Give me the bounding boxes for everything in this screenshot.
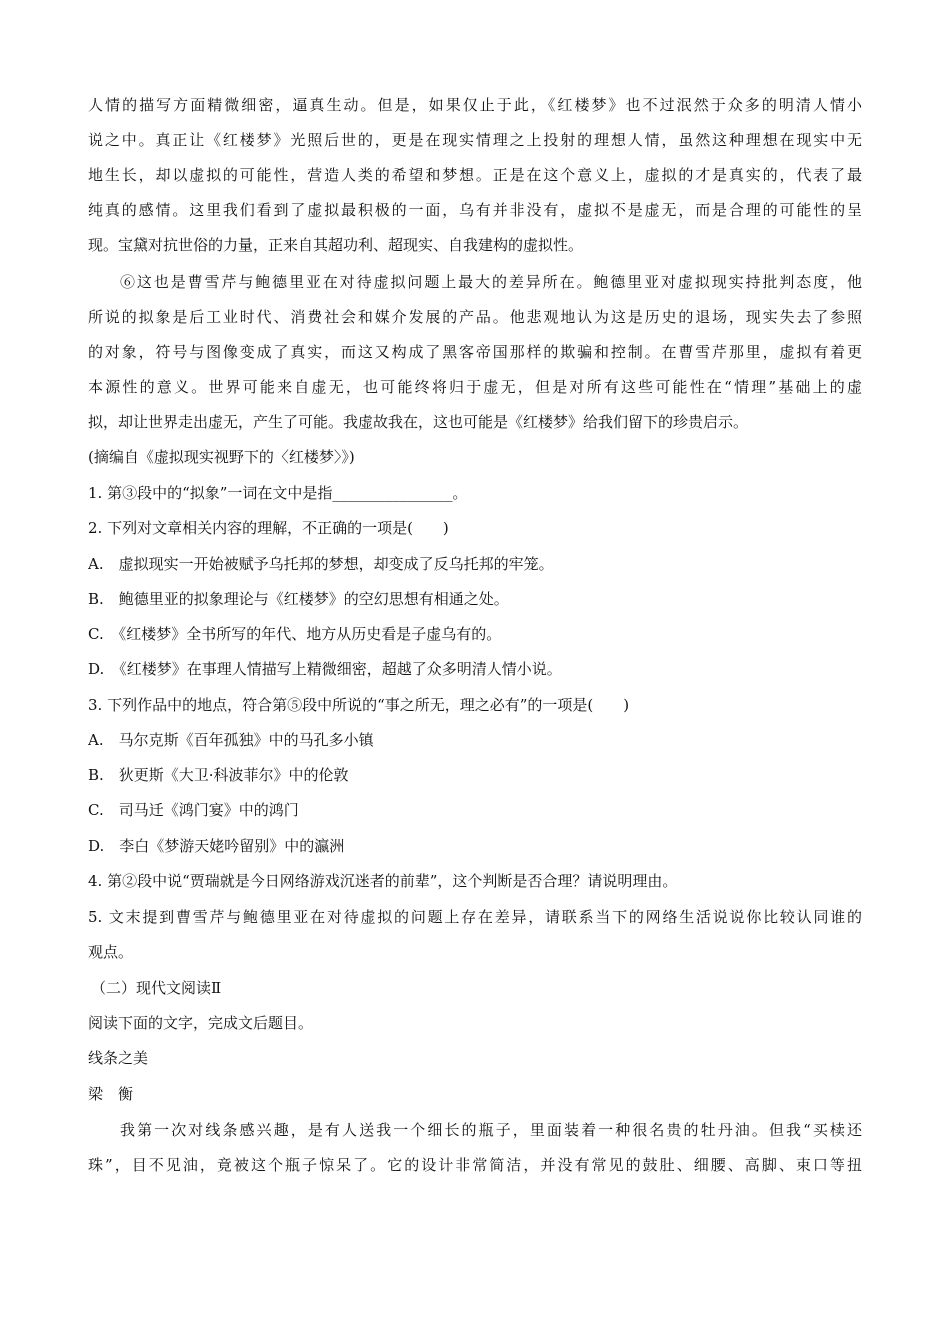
text-line: 所说的拟象是后工业时代、消费社会和媒介发展的产品。他悲观地认为这是历史的退场，现实失去了参照: [88, 308, 862, 326]
question-stem: 2. 下列对文章相关内容的理解，不正确的一项是( ): [88, 519, 449, 537]
text-line: 5. 文末提到曹雪芹与鲍德里亚在对待虚拟的问题上存在差异，请联系当下的网络生活说说你比较认同谁的: [88, 908, 862, 926]
source-note: (摘编自《虚拟现实视野下的〈红楼梦〉》): [88, 448, 355, 466]
option-b: B. 狄更斯《大卫·科波菲尔》中的伦敦: [88, 766, 349, 784]
text-line: 人情的描写方面精微细密，逼真生动。但是，如果仅止于此，《红楼梦》也不过泯然于众多的明清人情小: [88, 96, 862, 114]
question-stem: 3. 下列作品中的地点，符合第⑤段中所说的“事之所无，理之必有”的一项是( ): [88, 696, 630, 714]
option-d: D. 李白《梦游天姥吟留别》中的瀛洲: [88, 837, 345, 855]
text-line: 本源性的意义。世界可能来自虚无，也可能终将归于虚无，但是对所有这些可能性在“情理”基础上的虚: [88, 378, 862, 396]
text-line: 的对象，符号与图像变成了真实，而这又构成了黑客帝国那样的欺骗和控制。在曹雪芹那里，虚拟有着更: [88, 343, 862, 361]
reading-instruction: 阅读下面的文字，完成文后题目。: [88, 1014, 314, 1032]
question-4: 4. 第②段中说“贾瑞就是今日网络游戏沉迷者的前辈”，这个判断是否合理？请说明理由。: [88, 872, 678, 890]
text-line: ⑥这也是曹雪芹与鲍德里亚在对待虚拟问题上最大的差异所在。鲍德里亚对虚拟现实持批判态度，他: [120, 273, 862, 291]
text-line: 现。宝黛对抗世俗的力量，正来自其超功利、超现实、自我建构的虚拟性。: [88, 236, 584, 254]
text-line: 我第一次对线条感兴趣，是有人送我一个细长的瓶子，里面装着一种很名贵的牡丹油。但我“买椟还: [120, 1121, 862, 1139]
option-d: D. 《红楼梦》在事理人情描写上精微细密，超越了众多明清人情小说。: [88, 660, 562, 678]
text-line: 珠”，目不见油，竟被这个瓶子惊呆了。它的设计非常简洁，并没有常见的鼓肚、细腰、高脚、束口等扭: [88, 1156, 862, 1174]
article-author: 梁 衡: [88, 1085, 134, 1103]
option-a: A. 虚拟现实一开始被赋予乌托邦的梦想，却变成了反乌托邦的牢笼。: [88, 555, 554, 573]
article-title: 线条之美: [88, 1049, 149, 1067]
text-line: 纯真的感情。这里我们看到了虚拟最积极的一面，乌有并非没有，虚拟不是虚无，而是合理的可能性的呈: [88, 201, 862, 219]
question-1: 1. 第③段中的“拟象”一词在文中是指________________。: [88, 484, 468, 502]
text-line: 说之中。真正让《红楼梦》光照后世的，更是在现实情理之上投射的理想人情，虽然这种理想在现实中无: [88, 131, 862, 149]
section-heading: （二）现代文阅读Ⅱ: [91, 979, 222, 997]
option-b: B. 鲍德里亚的拟象理论与《红楼梦》的空幻思想有相通之处。: [88, 590, 509, 608]
option-a: A. 马尔克斯《百年孤独》中的马孔多小镇: [88, 731, 374, 749]
option-c: C. 《红楼梦》全书所写的年代、地方从历史看是子虚乌有的。: [88, 625, 502, 643]
text-line: 地生长，却以虚拟的可能性，营造人类的希望和梦想。正是在这个意义上，虚拟的才是真实的，代表了最: [88, 166, 862, 184]
text-line: 观点。: [88, 943, 134, 961]
option-c: C. 司马迁《鸿门宴》中的鸿门: [88, 801, 299, 819]
text-line: 拟，却让世界走出虚无，产生了可能。我虚故我在，这也可能是《红楼梦》给我们留下的珍贵启示。: [88, 413, 749, 431]
